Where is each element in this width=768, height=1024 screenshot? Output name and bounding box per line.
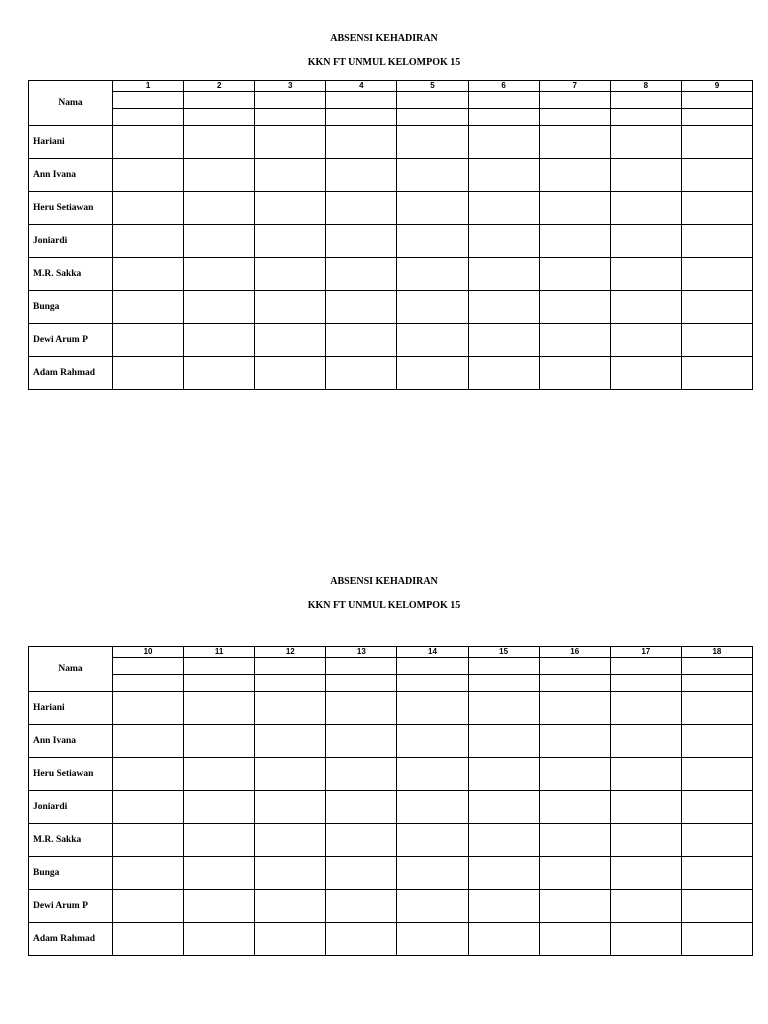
header-subrow xyxy=(29,109,753,126)
empty-cell xyxy=(397,109,468,126)
attendance-cell xyxy=(610,890,681,923)
attendance-cell xyxy=(113,923,184,956)
attendance-cell xyxy=(184,692,255,725)
attendance-cell xyxy=(610,225,681,258)
attendance-cell xyxy=(326,725,397,758)
attendance-cell xyxy=(539,192,610,225)
member-name: Hariani xyxy=(29,126,113,159)
attendance-cell xyxy=(468,791,539,824)
attendance-cell xyxy=(539,824,610,857)
sheet-subtitle: KKN FT UNMUL KELOMPOK 15 xyxy=(307,600,461,611)
empty-cell xyxy=(539,109,610,126)
attendance-cell xyxy=(539,857,610,890)
empty-cell xyxy=(468,109,539,126)
attendance-cell xyxy=(184,890,255,923)
attendance-cell xyxy=(610,857,681,890)
empty-cell xyxy=(255,675,326,692)
member-row xyxy=(29,824,753,857)
attendance-cell xyxy=(184,824,255,857)
attendance-cell xyxy=(681,258,752,291)
attendance-cell xyxy=(681,192,752,225)
attendance-cell xyxy=(468,923,539,956)
attendance-cell xyxy=(681,725,752,758)
attendance-cell xyxy=(326,357,397,390)
attendance-cell xyxy=(681,324,752,357)
day-header: 16 xyxy=(539,647,610,658)
attendance-cell xyxy=(326,324,397,357)
attendance-cell xyxy=(184,291,255,324)
member-name: Joniardi xyxy=(29,791,113,824)
attendance-cell xyxy=(113,324,184,357)
attendance-cell xyxy=(468,758,539,791)
empty-cell xyxy=(539,658,610,675)
attendance-cell xyxy=(610,258,681,291)
name-column-header: Nama xyxy=(29,647,113,692)
attendance-cell xyxy=(397,758,468,791)
attendance-cell xyxy=(539,159,610,192)
attendance-cell xyxy=(113,758,184,791)
member-rows xyxy=(29,126,753,390)
attendance-cell xyxy=(397,923,468,956)
sheet-title: ABSENSI KEHADIRAN xyxy=(330,576,438,587)
attendance-cell xyxy=(397,890,468,923)
member-row xyxy=(29,857,753,890)
header-subrow xyxy=(29,675,753,692)
attendance-cell xyxy=(468,357,539,390)
attendance-cell xyxy=(255,923,326,956)
member-row xyxy=(29,225,753,258)
empty-cell xyxy=(539,675,610,692)
member-name: Heru Setiawan xyxy=(29,758,113,791)
empty-cell xyxy=(255,109,326,126)
day-header: 12 xyxy=(255,647,326,658)
attendance-cell xyxy=(113,725,184,758)
empty-cell xyxy=(255,92,326,109)
empty-cell xyxy=(397,675,468,692)
member-name: Ann Ivana xyxy=(29,725,113,758)
attendance-cell xyxy=(255,791,326,824)
day-header: 6 xyxy=(468,81,539,92)
attendance-cell xyxy=(255,357,326,390)
attendance-cell xyxy=(539,258,610,291)
attendance-cell xyxy=(326,758,397,791)
member-name: Hariani xyxy=(29,692,113,725)
member-row xyxy=(29,192,753,225)
empty-cell xyxy=(184,92,255,109)
empty-cell xyxy=(610,658,681,675)
member-row xyxy=(29,126,753,159)
attendance-cell xyxy=(255,324,326,357)
attendance-cell xyxy=(255,126,326,159)
attendance-cell xyxy=(610,725,681,758)
empty-cell xyxy=(397,92,468,109)
attendance-cell xyxy=(681,291,752,324)
attendance-cell xyxy=(184,159,255,192)
empty-cell xyxy=(113,675,184,692)
day-header: 7 xyxy=(539,81,610,92)
header-subrow xyxy=(29,658,753,675)
attendance-cell xyxy=(539,324,610,357)
day-header: 18 xyxy=(681,647,752,658)
attendance-cell xyxy=(184,357,255,390)
attendance-cell xyxy=(397,225,468,258)
empty-cell xyxy=(610,675,681,692)
attendance-cell xyxy=(681,791,752,824)
attendance-cell xyxy=(397,357,468,390)
member-row xyxy=(29,725,753,758)
attendance-cell xyxy=(681,890,752,923)
attendance-cell xyxy=(610,692,681,725)
attendance-cell xyxy=(397,791,468,824)
attendance-table xyxy=(28,646,753,956)
attendance-cell xyxy=(255,824,326,857)
member-row xyxy=(29,923,753,956)
attendance-cell xyxy=(113,192,184,225)
attendance-cell xyxy=(681,159,752,192)
member-row xyxy=(29,324,753,357)
attendance-cell xyxy=(610,824,681,857)
attendance-cell xyxy=(397,824,468,857)
empty-cell xyxy=(184,675,255,692)
member-row xyxy=(29,159,753,192)
attendance-cell xyxy=(468,857,539,890)
attendance-cell xyxy=(184,126,255,159)
attendance-cell xyxy=(468,324,539,357)
attendance-cell xyxy=(326,159,397,192)
sheet-title: ABSENSI KEHADIRAN xyxy=(330,33,438,44)
header-subrow xyxy=(29,92,753,109)
empty-cell xyxy=(681,658,752,675)
attendance-cell xyxy=(255,258,326,291)
attendance-cell xyxy=(113,890,184,923)
attendance-cell xyxy=(681,357,752,390)
attendance-cell xyxy=(326,692,397,725)
attendance-cell xyxy=(397,126,468,159)
attendance-cell xyxy=(397,857,468,890)
attendance-cell xyxy=(397,692,468,725)
attendance-cell xyxy=(326,126,397,159)
member-row xyxy=(29,258,753,291)
attendance-cell xyxy=(184,258,255,291)
attendance-cell xyxy=(468,126,539,159)
attendance-cell xyxy=(468,159,539,192)
attendance-cell xyxy=(539,758,610,791)
member-row xyxy=(29,758,753,791)
attendance-cell xyxy=(539,692,610,725)
empty-cell xyxy=(113,92,184,109)
empty-cell xyxy=(539,92,610,109)
attendance-cell xyxy=(610,923,681,956)
empty-cell xyxy=(468,92,539,109)
attendance-cell xyxy=(468,824,539,857)
attendance-cell xyxy=(255,857,326,890)
attendance-cell xyxy=(113,291,184,324)
day-header: 9 xyxy=(681,81,752,92)
attendance-cell xyxy=(113,225,184,258)
empty-cell xyxy=(326,92,397,109)
attendance-cell xyxy=(113,357,184,390)
empty-cell xyxy=(681,109,752,126)
empty-cell xyxy=(468,675,539,692)
attendance-cell xyxy=(397,291,468,324)
empty-cell xyxy=(397,658,468,675)
attendance-cell xyxy=(184,857,255,890)
attendance-cell xyxy=(610,357,681,390)
member-rows xyxy=(29,692,753,956)
empty-cell xyxy=(326,109,397,126)
attendance-cell xyxy=(468,225,539,258)
attendance-cell xyxy=(610,324,681,357)
attendance-cell xyxy=(113,692,184,725)
attendance-cell xyxy=(184,923,255,956)
attendance-cell xyxy=(326,824,397,857)
attendance-cell xyxy=(681,225,752,258)
attendance-cell xyxy=(468,258,539,291)
attendance-cell xyxy=(397,192,468,225)
attendance-cell xyxy=(397,324,468,357)
attendance-cell xyxy=(539,923,610,956)
attendance-cell xyxy=(326,890,397,923)
attendance-cell xyxy=(326,791,397,824)
attendance-cell xyxy=(113,126,184,159)
attendance-cell xyxy=(255,692,326,725)
sheet-subtitle: KKN FT UNMUL KELOMPOK 15 xyxy=(307,57,461,68)
attendance-cell xyxy=(255,890,326,923)
attendance-table xyxy=(28,80,753,390)
attendance-cell xyxy=(184,192,255,225)
attendance-cell xyxy=(184,725,255,758)
attendance-cell xyxy=(681,126,752,159)
attendance-cell xyxy=(681,692,752,725)
attendance-cell xyxy=(397,258,468,291)
day-header: 1 xyxy=(113,81,184,92)
attendance-cell xyxy=(184,791,255,824)
member-name: M.R. Sakka xyxy=(29,258,113,291)
member-name: Heru Setiawan xyxy=(29,192,113,225)
attendance-cell xyxy=(610,758,681,791)
empty-cell xyxy=(681,675,752,692)
member-name: M.R. Sakka xyxy=(29,824,113,857)
attendance-cell xyxy=(255,192,326,225)
attendance-cell xyxy=(113,258,184,291)
day-header: 15 xyxy=(468,647,539,658)
attendance-cell xyxy=(610,159,681,192)
attendance-cell xyxy=(326,857,397,890)
attendance-cell xyxy=(255,225,326,258)
attendance-cell xyxy=(610,126,681,159)
attendance-cell xyxy=(539,791,610,824)
empty-cell xyxy=(184,658,255,675)
empty-cell xyxy=(113,109,184,126)
name-column-header: Nama xyxy=(29,81,113,126)
member-name: Joniardi xyxy=(29,225,113,258)
attendance-cell xyxy=(255,159,326,192)
member-row xyxy=(29,357,753,390)
empty-cell xyxy=(326,675,397,692)
day-header: 2 xyxy=(184,81,255,92)
attendance-cell xyxy=(468,725,539,758)
attendance-cell xyxy=(184,324,255,357)
attendance-cell xyxy=(610,291,681,324)
attendance-cell xyxy=(539,225,610,258)
attendance-cell xyxy=(539,126,610,159)
member-name: Bunga xyxy=(29,857,113,890)
attendance-cell xyxy=(610,791,681,824)
member-name: Adam Rahmad xyxy=(29,923,113,956)
member-row xyxy=(29,692,753,725)
attendance-cell xyxy=(539,291,610,324)
day-header: 14 xyxy=(397,647,468,658)
attendance-cell xyxy=(326,192,397,225)
attendance-cell xyxy=(397,159,468,192)
member-row xyxy=(29,791,753,824)
attendance-cell xyxy=(681,923,752,956)
day-header: 11 xyxy=(184,647,255,658)
member-row xyxy=(29,890,753,923)
attendance-cell xyxy=(539,725,610,758)
attendance-cell xyxy=(397,725,468,758)
day-header: 8 xyxy=(610,81,681,92)
day-header: 3 xyxy=(255,81,326,92)
attendance-cell xyxy=(113,824,184,857)
attendance-cell xyxy=(255,725,326,758)
attendance-cell xyxy=(113,857,184,890)
attendance-cell xyxy=(255,758,326,791)
day-header: 10 xyxy=(113,647,184,658)
attendance-cell xyxy=(113,159,184,192)
empty-cell xyxy=(184,109,255,126)
attendance-cell xyxy=(184,225,255,258)
attendance-cell xyxy=(681,857,752,890)
empty-cell xyxy=(610,92,681,109)
empty-cell xyxy=(468,658,539,675)
empty-cell xyxy=(681,92,752,109)
attendance-cell xyxy=(468,291,539,324)
empty-cell xyxy=(610,109,681,126)
member-name: Adam Rahmad xyxy=(29,357,113,390)
day-header: 17 xyxy=(610,647,681,658)
attendance-cell xyxy=(255,291,326,324)
attendance-cell xyxy=(468,692,539,725)
member-row xyxy=(29,291,753,324)
attendance-cell xyxy=(610,192,681,225)
member-name: Dewi Arum P xyxy=(29,324,113,357)
attendance-cell xyxy=(326,291,397,324)
day-header: 5 xyxy=(397,81,468,92)
attendance-cell xyxy=(326,258,397,291)
day-header: 13 xyxy=(326,647,397,658)
attendance-cell xyxy=(468,192,539,225)
attendance-cell xyxy=(184,758,255,791)
attendance-cell xyxy=(681,758,752,791)
attendance-cell xyxy=(326,923,397,956)
day-header: 4 xyxy=(326,81,397,92)
empty-cell xyxy=(326,658,397,675)
attendance-cell xyxy=(326,225,397,258)
member-name: Ann Ivana xyxy=(29,159,113,192)
attendance-cell xyxy=(681,824,752,857)
empty-cell xyxy=(255,658,326,675)
attendance-cell xyxy=(539,890,610,923)
member-name: Bunga xyxy=(29,291,113,324)
member-name: Dewi Arum P xyxy=(29,890,113,923)
attendance-cell xyxy=(113,791,184,824)
empty-cell xyxy=(113,658,184,675)
attendance-cell xyxy=(539,357,610,390)
attendance-cell xyxy=(468,890,539,923)
